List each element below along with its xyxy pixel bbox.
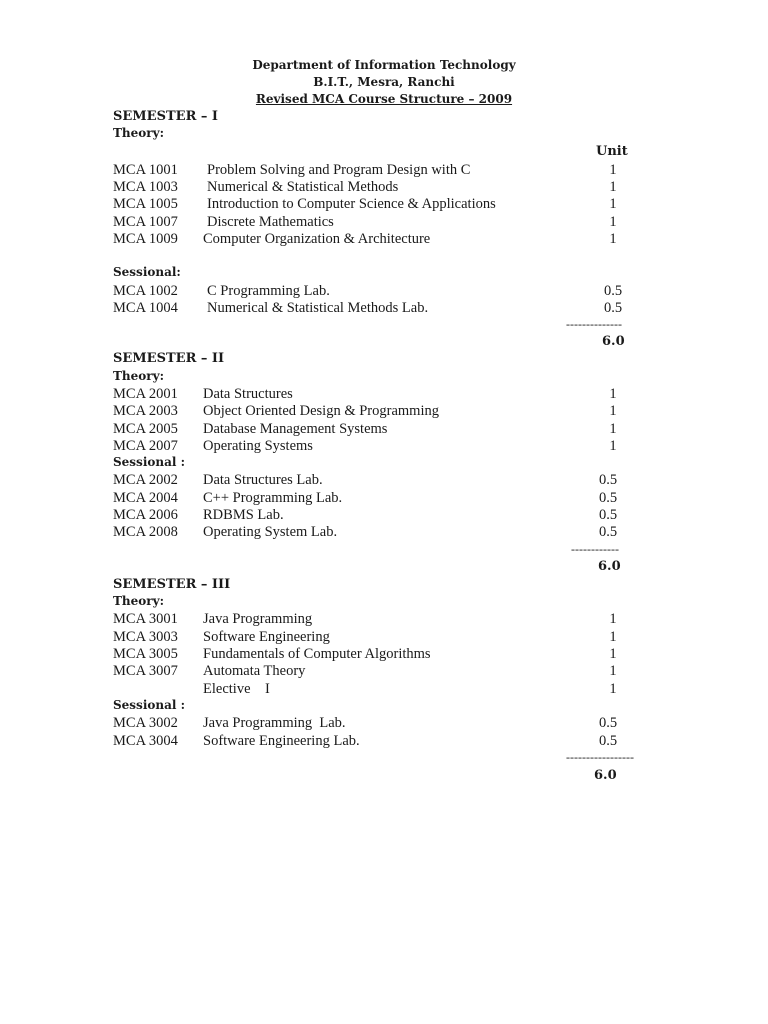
semester-3-heading: SEMESTER – III [113, 577, 231, 592]
course-row [0, 386, 768, 404]
course-unit: 1 [609, 629, 617, 645]
course-row [0, 733, 768, 751]
course-name: Object Oriented Design & Programming [203, 403, 439, 419]
course-row [0, 162, 768, 180]
course-name: Java Programming [203, 611, 313, 627]
course-name: RDBMS Lab. [203, 507, 284, 523]
course-code: MCA 1003 [113, 179, 178, 195]
institute-name: B.I.T., Mesra, Ranchi [313, 75, 455, 89]
course-name: Automata Theory [203, 663, 306, 679]
total-rule: ------------ [571, 542, 619, 556]
course-row [0, 524, 768, 542]
course-unit: 1 [609, 231, 617, 247]
course-row [0, 283, 768, 301]
course-code: MCA 3004 [113, 733, 178, 749]
course-name: Introduction to Computer Science & Applications [207, 196, 496, 212]
total-rule: ----------------- [566, 750, 634, 764]
course-unit: 1 [609, 214, 617, 230]
course-name: Software Engineering [203, 629, 330, 645]
semester-2-sessional-label: Sessional : [113, 455, 186, 469]
semester-2-total: 6.0 [598, 559, 621, 574]
course-unit: 1 [609, 438, 617, 454]
course-code: MCA 2008 [113, 524, 178, 540]
course-unit: 0.5 [598, 715, 618, 731]
course-name: Software Engineering Lab. [203, 733, 360, 749]
course-unit: 0.5 [598, 507, 618, 523]
course-unit: 1 [609, 663, 617, 679]
course-code: MCA 3005 [113, 646, 178, 662]
course-name: Numerical & Statistical Methods [207, 179, 399, 195]
course-row [0, 490, 768, 508]
course-row [0, 681, 768, 699]
course-code: MCA 2004 [113, 490, 178, 506]
course-code: MCA 3003 [113, 629, 178, 645]
course-name: Discrete Mathematics [207, 214, 334, 230]
department-title: Department of Information Technology [252, 58, 516, 72]
course-code: MCA 2003 [113, 403, 178, 419]
course-name: Numerical & Statistical Methods Lab. [207, 300, 429, 316]
course-code: MCA 3002 [113, 715, 178, 731]
course-unit: 0.5 [598, 490, 618, 506]
course-code: MCA 3001 [113, 611, 178, 627]
course-unit: 0.5 [598, 472, 618, 488]
course-code: MCA 2006 [113, 507, 178, 523]
course-name: Data Structures [203, 386, 293, 402]
course-code: MCA 1001 [113, 162, 178, 178]
course-structure-title-text: Revised MCA Course Structure – 2009 [255, 92, 513, 106]
course-code: MCA 1005 [113, 196, 178, 212]
course-row [0, 438, 768, 456]
course-name: Data Structures Lab. [203, 472, 323, 488]
course-name: Operating System Lab. [203, 524, 338, 540]
semester-3-theory-label: Theory: [113, 594, 165, 608]
course-structure-title [184, 92, 584, 106]
course-unit: 0.5 [603, 283, 623, 299]
course-unit: 1 [609, 162, 617, 178]
semester-1-sessional-label: Sessional: [113, 265, 181, 279]
course-unit: 1 [609, 681, 617, 697]
course-code: MCA 3007 [113, 663, 178, 679]
course-row [0, 715, 768, 733]
semester-1-heading: SEMESTER – I [113, 109, 219, 124]
course-row [0, 179, 768, 197]
course-row [0, 403, 768, 421]
course-code: MCA 2007 [113, 438, 178, 454]
semester-2-theory-label: Theory: [113, 369, 165, 383]
course-row [0, 663, 768, 681]
course-code: MCA 2005 [113, 421, 178, 437]
course-name: Operating Systems [203, 438, 313, 454]
course-code: MCA 1009 [113, 231, 178, 247]
course-unit: 0.5 [603, 300, 623, 316]
total-rule: -------------- [566, 317, 622, 331]
semester-3-sessional-label: Sessional : [113, 698, 186, 712]
course-code: MCA 1007 [113, 214, 178, 230]
course-code: MCA 2002 [113, 472, 178, 488]
course-name: Elective I [203, 681, 270, 697]
semester-1-total: 6.0 [602, 334, 625, 349]
course-unit: 1 [609, 611, 617, 627]
course-row [0, 646, 768, 664]
course-row [0, 231, 768, 249]
course-unit: 1 [609, 386, 617, 402]
course-unit: 1 [609, 179, 617, 195]
course-row [0, 196, 768, 214]
course-row [0, 507, 768, 525]
course-row [0, 629, 768, 647]
course-row [0, 421, 768, 439]
course-unit: 0.5 [598, 524, 618, 540]
course-row [0, 472, 768, 490]
course-name: Computer Organization & Architecture [203, 231, 431, 247]
course-name: Problem Solving and Program Design with C [207, 162, 471, 178]
course-name: C Programming Lab. [207, 283, 330, 299]
course-unit: 1 [609, 421, 617, 437]
course-code: MCA 2001 [113, 386, 178, 402]
course-unit: 1 [609, 646, 617, 662]
course-row [0, 300, 768, 318]
course-unit: 1 [609, 196, 617, 212]
course-name: Fundamentals of Computer Algorithms [203, 646, 431, 662]
course-name: Database Management Systems [203, 421, 388, 437]
course-unit: 0.5 [598, 733, 618, 749]
course-name: C++ Programming Lab. [203, 490, 343, 506]
course-name: Java Programming Lab. [203, 715, 346, 731]
unit-column-heading: Unit [596, 144, 628, 159]
course-row [0, 214, 768, 232]
semester-1-theory-label: Theory: [113, 126, 165, 140]
course-code: MCA 1002 [113, 283, 178, 299]
semester-3-total: 6.0 [594, 768, 617, 783]
course-row [0, 611, 768, 629]
semester-2-heading: SEMESTER – II [113, 351, 225, 366]
course-code: MCA 1004 [113, 300, 178, 316]
course-unit: 1 [609, 403, 617, 419]
